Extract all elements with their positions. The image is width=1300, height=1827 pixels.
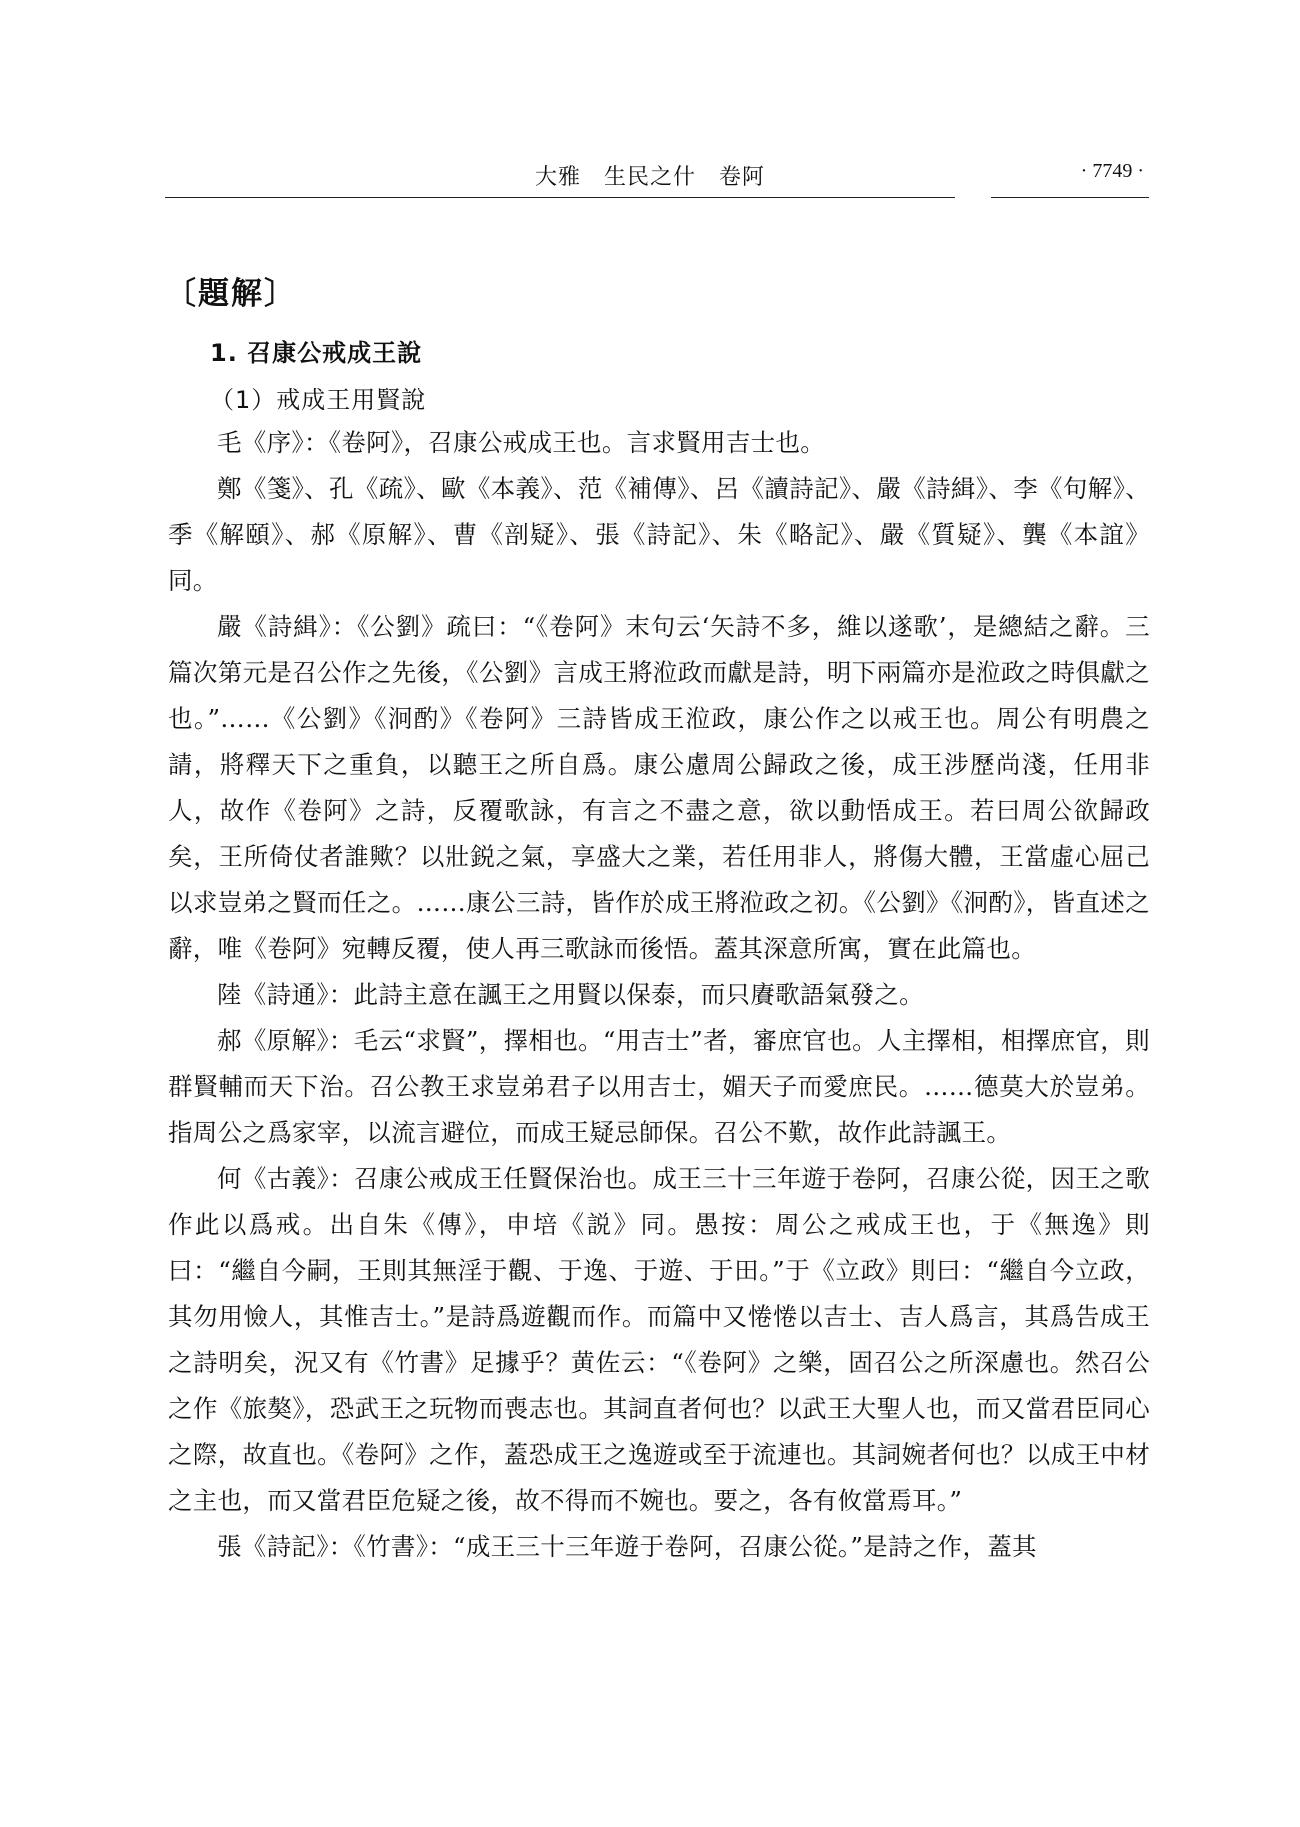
running-header <box>165 160 1150 210</box>
paragraph-mao-xu: 毛《序》：《卷阿》，召康公戒成王也。言求賢用吉士也。 <box>217 428 826 457</box>
header-rule-right <box>991 197 1149 198</box>
page-number: · 7749 · <box>1080 160 1144 182</box>
paragraph-he-guyi: 何《古義》：召康公戒成王任賢保治也。成王三十三年遊于卷阿，召康公從，因王之歌作此以爲戒。出自朱《傳》，申培《説》同。愚按：周公之戒成王也，于《無逸》則曰：“繼自今嗣，王則其無淫于觀、于逸、于遊、于田。”于《立政》則曰：“繼自今立政，其勿用憸人，其惟吉士。”是詩爲遊觀而作。而篇中又惓惓以吉士、吉人爲言，其爲告成王之詩明矣，況又有《竹書》足據乎？黄佐云：“《卷阿》之樂，固召公之所深慮也。然召公之作《旅獒》，恐武王之玩物而喪志也。其詞直者何也？以武王大聖人也，而又當君臣同心之際，故直也。《卷阿》之作，蓋恐成王之逸遊或至于流連也。其詞婉者何也？以成王中材之主也，而又當君臣危疑之後，故不得而不婉也。要之，各有攸當焉耳。” <box>168 1164 1150 1515</box>
paragraph-same-view-list: 鄭《箋》、孔《疏》、歐《本義》、范《補傳》、呂《讀詩記》、嚴《詩緝》、李《句解》、季《解頤》、郝《原解》、曹《剖疑》、張《詩記》、朱《略記》、嚴《質疑》、龔《本誼》同。 <box>168 474 1150 595</box>
paragraph-zhang-shiji: 張《詩記》：《竹書》：“成王三十三年遊于卷阿，召康公從。”是詩之作，蓋其 <box>217 1532 1037 1561</box>
paragraph-yan-shiji: 嚴《詩緝》：《公劉》疏曰：“《卷阿》末句云‘矢詩不多，維以遂歌’，是總結之辭。三篇次第元是召公作之先後，《公劉》言成王將涖政而獻是詩，明下兩篇亦是涖政之時俱獻之也。”……《公劉》《泂酌》《卷阿》三詩皆成王涖政，康公作之以戒王也。周公有明農之請，將釋天下之重負，以聽王之所自爲。康公慮周公歸政之後，成王涉歷尚淺，任用非人，故作《卷阿》之詩，反覆歌詠，有言之不盡之意，欲以動悟成王。若曰周公欲歸政矣，王所倚仗者誰歟？以壯鋭之氣，享盛大之業，若任用非人，將傷大體，王當虛心屈己以求豈弟之賢而任之。……康公三詩，皆作於成王將涖政之初。《公劉》《泂酌》，皆直述之辭，唯《卷阿》宛轉反覆，使人再三歌詠而後悟。蓋其深意所寓，實在此篇也。 <box>168 612 1150 963</box>
paragraph-hao-yuanjie: 郝《原解》：毛云“求賢”，擇相也。“用吉士”者，審庶官也。人主擇相，相擇庶官，則群賢輔而天下治。召公教王求豈弟君子以用吉士，媚天子而愛庶民。……德莫大於豈弟。指周公之爲家宰，以流言避位，而成王疑忌師保。召公不歎，故作此詩諷王。 <box>168 1026 1150 1147</box>
body-text <box>168 420 1150 1570</box>
heading-level-1: 1. 召康公戒成王說 <box>210 339 423 367</box>
section-title: 〔題解〕 <box>165 276 297 312</box>
paragraph-lu-shitong: 陸《詩通》：此詩主意在諷王之用賢以保泰，而只賡歌語氣發之。 <box>217 980 924 1009</box>
header-rule-left <box>165 197 955 198</box>
running-title: 大雅 生民之什 卷阿 <box>535 165 766 190</box>
heading-level-2: （1）戒成王用賢說 <box>210 386 427 414</box>
